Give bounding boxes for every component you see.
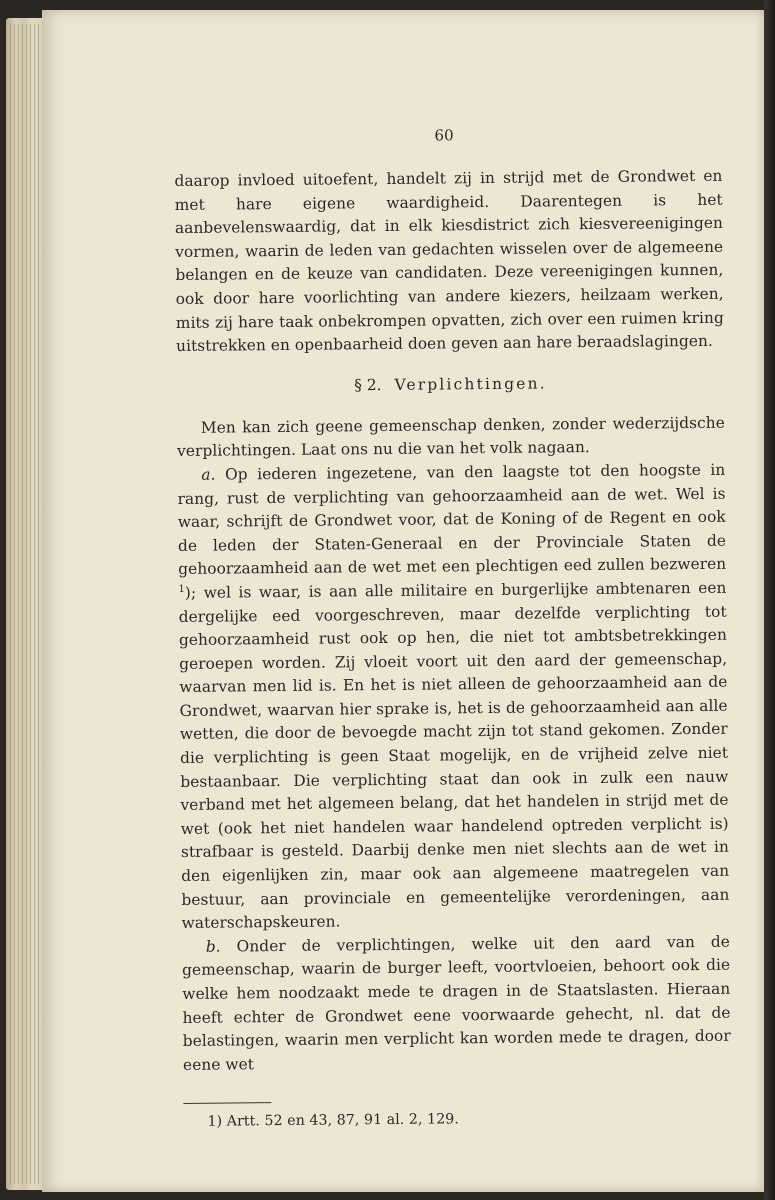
section-heading — [176, 369, 724, 398]
footnote: 1) Artt. 52 en 43, 87, 91 al. 2, 129. — [207, 1111, 459, 1131]
paragraph-a-text-2: ); wel is waar, is aan alle militaire en burgerlijke ambtenaren een dergelijke eed voorgeschreven, maar dezelfde verplichting tot gehoorzaamheid rust ook op hen, die niet tot ambtsbetrekkingen geroepen worden. Zij vloeit voort uit den aard der gemeenschap, waarvan men lid is. En het is niet alleen de gehoorzaamheid aan de Grondwet, waarvan hier sprake is, het is de gehoorzaamheid aan alle wetten, die door de bevoegde macht zijn tot stand gekomen. Zonder die verplichting is geen Staat mogelijk, en de vrijheid zelve niet bestaanbaar. Die verplichting staat dan ook in zulk een nauw verband met het algemeen belang, dat het handelen in strijd met de wet (ook het niet handelen waar handelend optreden verplicht is) strafbaar is gesteld. Daarbij denke men niet slechts aan de wet in den eigenlijken zin, maar ook aan algemeene maatregelen van bestuur, aan provinciale en gemeentelijke verordeningen, aan waterschapskeuren. — [178, 578, 730, 933]
footnote-rule — [183, 1102, 271, 1104]
item-label-a: a. — [201, 465, 216, 484]
paragraph-b — [182, 931, 731, 1078]
section-number: § 2. — [354, 375, 382, 395]
paragraph-a-text-1: Op iederen ingezetene, van den laagste tot den hoogste in rang, rust de verplichting van gehoorzaamheid aan de wet. Wel is waar, schrijft de Grondwet voor, dat de Koning of de Regent en ook de leden der Staten-Generaal en der Provinciale Staten de gehoorzaamheid aan de wet met een plechtigen eed zullen bezweren — [177, 460, 727, 579]
paragraph-b-text: Onder de verplichtingen, welke uit den aard van de gemeenschap, waarin de burger leeft, voortvloeien, behoort ook die welke hem noodzaakt mede te dragen in de Staatslasten. Hieraan heeft echter de Grondwet eene voorwaarde gehecht, nl. dat de belastingen, waarin men verplicht kan worden mede te dragen, door eene wet — [182, 932, 731, 1074]
page-stack-lines — [10, 24, 40, 1184]
paragraph-a — [177, 459, 730, 936]
footnote-reference: 1 — [178, 583, 185, 595]
section-title: Verplichtingen. — [394, 374, 547, 394]
page-text — [174, 123, 732, 1133]
item-label-b: b. — [205, 937, 221, 956]
book-cover-edge — [764, 0, 775, 1200]
page-number: 60 — [434, 126, 454, 145]
paragraph-1: daarop invloed uitoefent, handelt zij in strijd met de Grondwet en met hare eigene waardigheid. Daarentegen is het aanbevelenswaardig, dat in elk kiesdistrict zich kiesvereenigingen vormen, waarin de leden van gedachten wisselen over de algemeene belangen en de keuze van candidaten. Deze vereenigingen kunnen, ook door hare voorlichting van andere kiezers, heilzaam werken, mits zij hare taak onbekrompen opvatten, zich over een ruimen kring uitstrekken en openbaarheid doen geven aan hare beraadslagingen. — [174, 166, 724, 356]
paragraph-2: Men kan zich geene gemeenschap denken, zonder wederzijdsche verplichtingen. Laat ons nu die van het volk nagaan. — [177, 413, 725, 461]
